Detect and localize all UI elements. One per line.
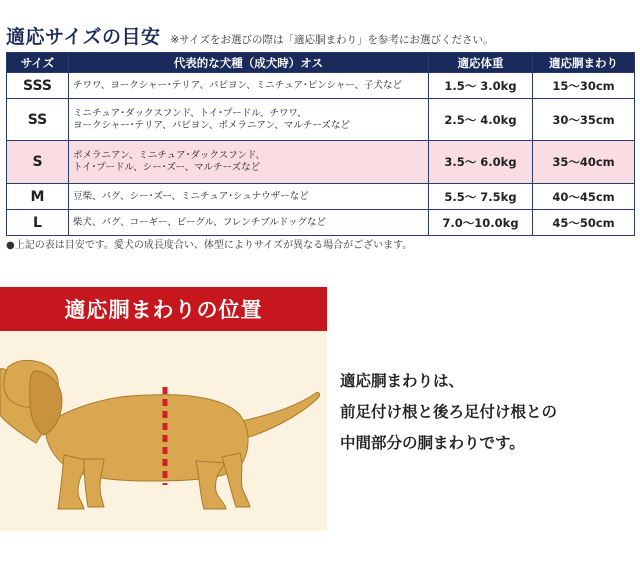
girth-cell: 35～40cm (533, 141, 635, 184)
section-header (6, 22, 493, 49)
size-cell: SSS (7, 73, 69, 99)
size-cell: M (7, 184, 69, 210)
table-row (7, 73, 635, 99)
size-table (6, 52, 635, 236)
size-cell: L (7, 210, 69, 236)
dog-front-leg-far (84, 459, 104, 507)
breeds-line: 柴犬、パグ、コーギー、ビーグル、フレンチブルドッグなど (73, 216, 326, 228)
section-note: ※サイズをお選びの際は「適応胴まわり」を参考にお選びください。 (170, 34, 494, 46)
breeds-cell (69, 73, 429, 99)
weight-cell: 3.5～ 6.0kg (429, 141, 533, 184)
col-header-breeds: 代表的な犬種（成犬時）オス (69, 53, 429, 73)
col-header-girth: 適応胴まわり (533, 53, 635, 73)
size-cell: SS (7, 99, 69, 141)
table-header-row (7, 53, 635, 73)
dog-illustration-panel (0, 331, 327, 531)
weight-cell: 2.5～ 4.0kg (429, 99, 533, 141)
table-row (7, 99, 635, 141)
col-header-size: サイズ (7, 53, 69, 73)
breeds-cell (69, 141, 429, 184)
dachshund-illustration (0, 331, 327, 531)
girth-cell: 30～35cm (533, 99, 635, 141)
breeds-line: 豆柴、パグ、シー･ズー、ミニチュア･シュナウザーなど (73, 190, 309, 202)
description-line: 中間部分の胴まわりです。 (340, 434, 525, 452)
dog-back-leg (196, 461, 226, 509)
girth-position-banner: 適応胴まわりの位置 (0, 287, 327, 331)
dog-back-leg-far (222, 453, 250, 507)
section-title: 適応サイズの目安 (6, 26, 161, 48)
breeds-cell (69, 184, 429, 210)
girth-cell: 40～45cm (533, 184, 635, 210)
col-header-weight: 適応体重 (429, 53, 533, 73)
breeds-line: トイ･プードル、シー･ズー、マルチーズなど (73, 162, 261, 173)
girth-description (340, 366, 557, 459)
table-row (7, 141, 635, 184)
description-line: 前足付け根と後ろ足付け根との (340, 403, 558, 421)
description-line: 適応胴まわりは、 (340, 372, 465, 390)
weight-cell: 5.5～ 7.5kg (429, 184, 533, 210)
breeds-line: ヨークシャー･テリア、パピヨン、ポメラニアン、マルチーズなど (73, 119, 350, 131)
girth-cell: 15～30cm (533, 73, 635, 99)
weight-cell: 1.5～ 3.0kg (429, 73, 533, 99)
breeds-line: ポメラニアン、ミニチュア･ダックスフンド、 (73, 150, 265, 161)
weight-cell: 7.0～10.0kg (429, 210, 533, 236)
table-row (7, 210, 635, 236)
girth-cell: 45～50cm (533, 210, 635, 236)
table-row (7, 184, 635, 210)
breeds-cell (69, 210, 429, 236)
breeds-line: ミニチュア･ダックスフンド、トイ･プードル、チワワ、 (73, 107, 307, 119)
footnote: ●上記の表は目安です。愛犬の成長度合い、体型によりサイズが異なる場合がございます。 (6, 240, 413, 251)
breeds-line: チワワ、ヨークシャー･テリア、パピヨン、ミニチュア･ピンシャー、子犬など (73, 79, 402, 91)
breeds-cell (69, 99, 429, 141)
size-cell: S (7, 141, 69, 184)
